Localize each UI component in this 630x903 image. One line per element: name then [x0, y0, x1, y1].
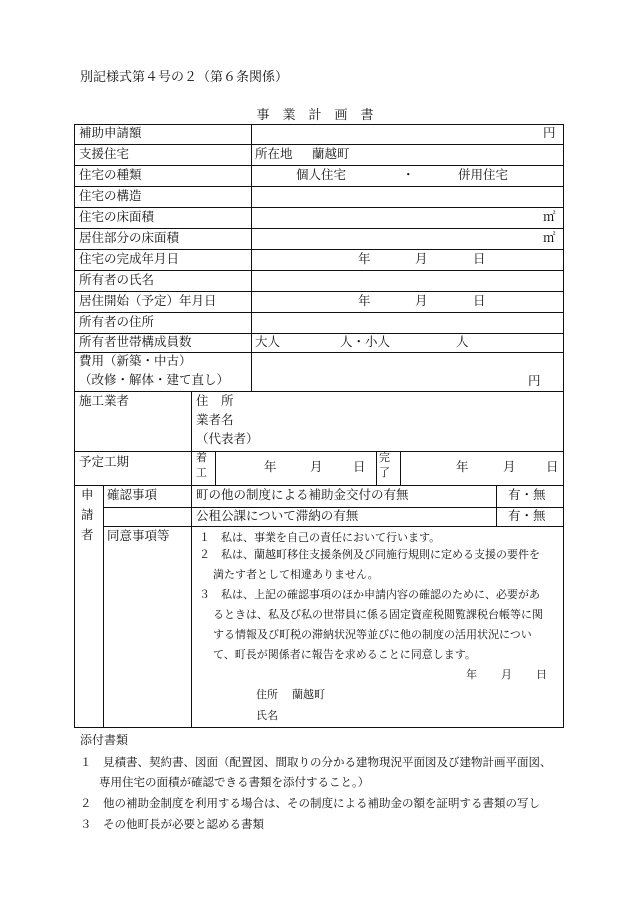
living-area-label: 居住部分の床面積 [79, 230, 180, 245]
supported-house-label: 支援住宅 [79, 146, 130, 161]
attachment-item2: ２ 他の補助金制度を利用する場合は、その制度による補助金の額を証明する書類の写し [80, 796, 540, 810]
contractor-address: 住 所 [196, 393, 234, 408]
house-type-personal: 個人住宅 [296, 167, 347, 182]
completion-date-label: 住宅の完成年月日 [79, 251, 180, 266]
attachment-item1-line2: 専用住宅の面積が確認できる書類を添付すること。） [99, 775, 370, 789]
applicant-char2: 請 [81, 507, 94, 522]
completion-year: 年 [358, 251, 371, 266]
consent-item2-line2: 満たす者として相違ありません。 [213, 568, 379, 581]
household-label: 所有者世帯構成員数 [79, 334, 192, 349]
confirm-item2-answer: 有・無 [508, 508, 546, 523]
schedule-end-day: 日 [546, 459, 559, 474]
household-adults-children: 人・小人 [340, 334, 391, 349]
floor-area-label: 住宅の床面積 [79, 209, 155, 224]
form-number: 別記様式第４号の２（第６条関係） [80, 70, 289, 85]
completion-month: 月 [415, 251, 428, 266]
cost-unit: 円 [528, 373, 541, 388]
applicant-char1: 申 [81, 487, 94, 502]
consent-date-month: 月 [501, 668, 512, 681]
house-type-combined: 併用住宅 [458, 167, 509, 182]
schedule-start-day: 日 [353, 459, 366, 474]
attachment-item3: ３ その他町長が必要と認める書類 [80, 817, 264, 831]
confirm-item1: 町の他の制度による補助金交付の有無 [196, 487, 409, 502]
schedule-start-month: 月 [310, 459, 323, 474]
consent-item3-line2: るときは、私及び私の世帯員に係る固定資産税閲覧課税台帳等に関 [213, 608, 543, 621]
owner-name-label: 所有者の氏名 [79, 272, 155, 287]
applicant-address-label: 住所 [256, 688, 278, 701]
contractor-company: 業者名 [196, 412, 234, 427]
consent-item3-line3: する情報及び町税の滞納状況等並びに他の制度の活用状況につい [213, 628, 532, 641]
move-in-year: 年 [358, 293, 371, 308]
schedule-end-char1: 完 [379, 451, 390, 464]
subsidy-amount-label: 補助申請額 [79, 125, 142, 140]
cost-label-line1: 費用（新築・中古） [79, 353, 192, 368]
confirm-item2: 公租公課について滞納の有無 [196, 508, 359, 523]
subsidy-amount-unit: 円 [543, 125, 556, 140]
living-area-unit: ㎡ [543, 230, 556, 245]
house-structure-label: 住宅の構造 [79, 188, 142, 203]
move-in-month: 月 [415, 293, 428, 308]
floor-area-unit: ㎡ [543, 209, 556, 224]
schedule-end-char2: 了 [379, 466, 390, 479]
schedule-start-year: 年 [264, 459, 277, 474]
schedule-end-year: 年 [456, 459, 469, 474]
applicant-name-label: 氏名 [256, 709, 278, 722]
confirm-label: 確認事項 [107, 487, 158, 502]
house-type-dot: ・ [402, 167, 415, 182]
schedule-end-month: 月 [503, 459, 516, 474]
house-type-label: 住宅の種類 [79, 167, 142, 182]
owner-address-label: 所有者の住所 [79, 314, 155, 329]
attachment-item1-line1: １ 見積書、契約書、図面（配置図、間取りの分かる建物現況平面図及び建物計画平面図、 [80, 755, 552, 769]
consent-item3-line1: ３ 私は、上記の確認事項のほか申請内容の確認のために、必要があ [199, 588, 540, 601]
consent-item2-line1: ２ 私は、蘭越町移住支援条例及び同施行規則に定める支援の要件を [199, 548, 540, 561]
cost-label-line2: （改修・解体・建て直し） [79, 372, 230, 387]
applicant-char3: 者 [81, 527, 94, 542]
location-value: 蘭越町 [312, 146, 350, 161]
consent-label: 同意事項等 [107, 528, 170, 543]
contractor-label: 施工業者 [79, 393, 130, 408]
attachments-heading: 添付書類 [80, 733, 129, 747]
consent-item1: １ 私は、事業を自己の責任において行います。 [199, 531, 441, 544]
completion-day: 日 [473, 251, 486, 266]
household-children-unit: 人 [456, 334, 469, 349]
move-in-day: 日 [473, 293, 486, 308]
confirm-item1-answer: 有・無 [508, 487, 546, 502]
move-in-date-label: 居住開始（予定）年月日 [79, 293, 217, 308]
household-adults: 大人 [255, 334, 281, 349]
applicant-address-value: 蘭越町 [292, 688, 325, 701]
consent-date-day: 日 [536, 668, 547, 681]
consent-item3-line4: て、町長が関係者に報告を求めることに同意します。 [213, 648, 476, 661]
document-title: 事 業 計 画 書 [256, 108, 374, 123]
consent-date-year: 年 [466, 668, 477, 681]
location-label: 所在地 [255, 146, 293, 161]
schedule-start-char2: 工 [196, 466, 207, 479]
schedule-label: 予定工期 [79, 454, 130, 469]
contractor-representative: （代表者） [196, 431, 259, 446]
schedule-start-char1: 着 [196, 451, 207, 464]
